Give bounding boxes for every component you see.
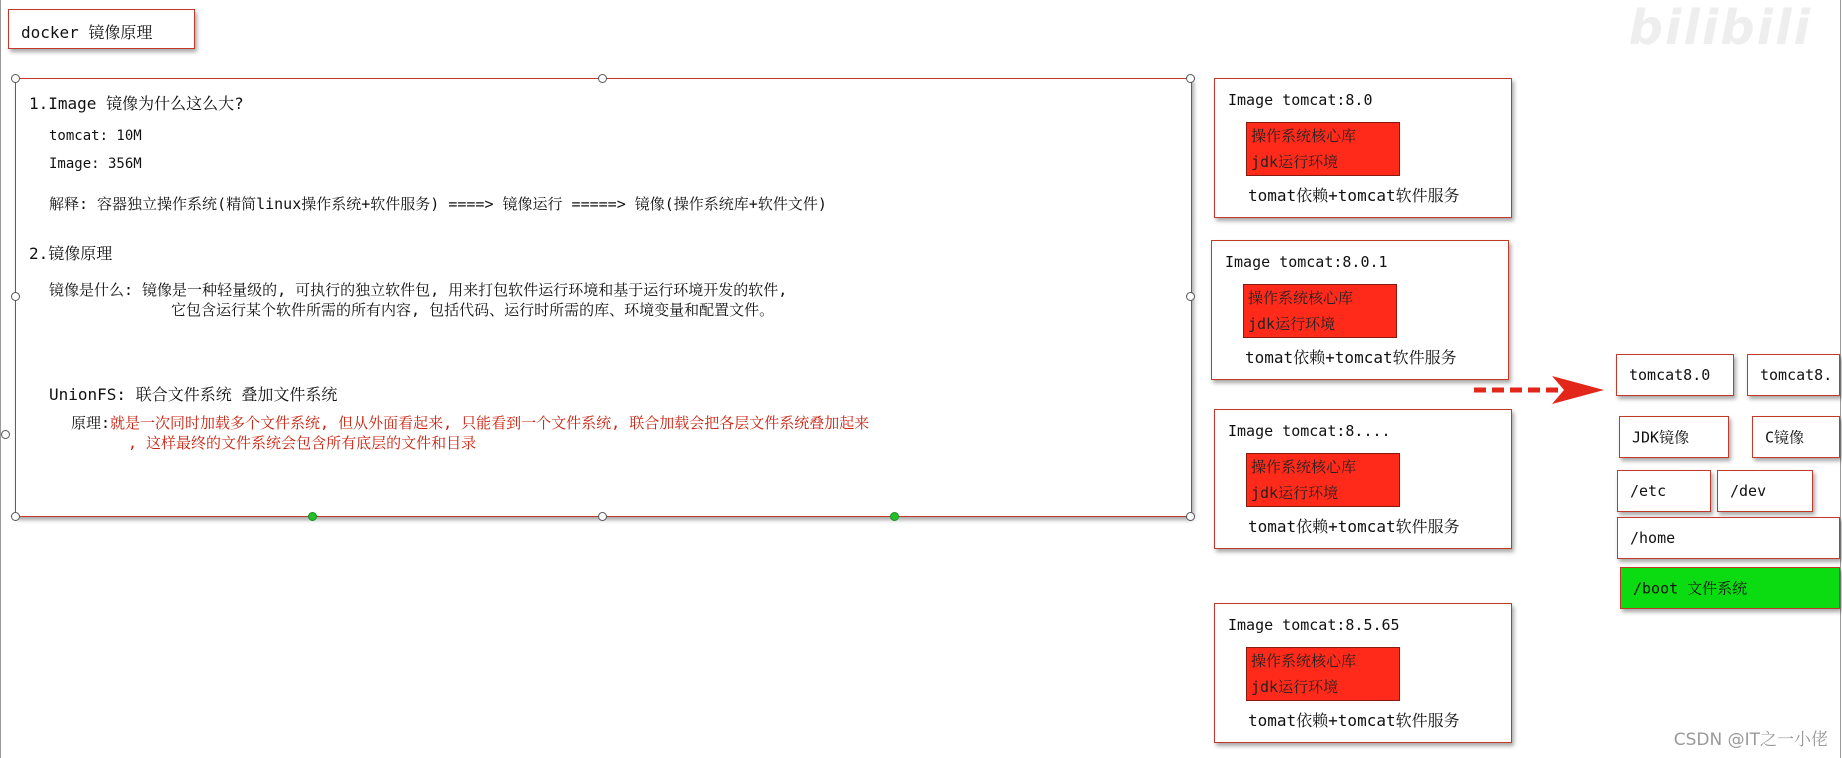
layer-label: /etc <box>1630 482 1667 500</box>
layer-label: JDK镜像 <box>1632 428 1690 447</box>
tomcat-service: tomat依赖+tomcat软件服务 <box>1248 186 1460 205</box>
layer-etc[interactable] <box>1617 470 1711 512</box>
tomcat-service: tomat依赖+tomcat软件服务 <box>1248 517 1460 536</box>
right-edge-line <box>1840 0 1841 758</box>
dashed-right-arrow-icon <box>1470 372 1610 408</box>
resize-handle[interactable] <box>1186 74 1195 83</box>
os-jdk-layers <box>1246 647 1400 701</box>
jdk-runtime: jdk运行环境 <box>1251 153 1339 171</box>
image-header: Image tomcat:8.5.65 <box>1228 616 1400 634</box>
resize-handle[interactable] <box>11 512 20 521</box>
layer-dev[interactable] <box>1717 470 1813 512</box>
image-header: Image tomcat:8.0.1 <box>1225 253 1388 271</box>
explanation: 解释: 容器独立操作系统(精简linux操作系统+软件服务) ====> 镜像运行 =====> 镜像(操作系统库+软件文件) <box>49 195 827 213</box>
main-text-box[interactable] <box>15 78 1192 517</box>
image-header: Image tomcat:8.... <box>1228 422 1391 440</box>
layer-jdk-image[interactable] <box>1619 416 1729 458</box>
resize-handle[interactable] <box>598 512 607 521</box>
layer-label: /dev <box>1730 482 1767 500</box>
principle-line2: , 这样最终的文件系统会包含所有底层的文件和目录 <box>128 434 477 452</box>
layer-label: tomcat8. <box>1760 366 1833 384</box>
unionfs-label: UnionFS: 联合文件系统 叠加文件系统 <box>49 385 338 404</box>
tomcat-service: tomat依赖+tomcat软件服务 <box>1245 348 1457 367</box>
os-core-lib: 操作系统核心库 <box>1251 127 1357 145</box>
resize-handle[interactable] <box>1 430 10 439</box>
q1-heading: 1.Image 镜像为什么这么大? <box>29 94 244 113</box>
q2-heading: 2.镜像原理 <box>29 244 113 263</box>
os-jdk-layers <box>1246 453 1400 507</box>
jdk-runtime: jdk运行环境 <box>1251 678 1339 696</box>
slide-title: docker 镜像原理 <box>8 9 195 49</box>
image-header: Image tomcat:8.0 <box>1228 91 1373 109</box>
layer-tomcat8-clipped[interactable] <box>1747 354 1840 396</box>
resize-handle[interactable] <box>598 74 607 83</box>
left-edge-line <box>0 0 1 758</box>
connection-point[interactable] <box>890 512 899 521</box>
layer-home[interactable] <box>1617 517 1840 559</box>
image-size: Image: 356M <box>49 156 142 172</box>
resize-handle[interactable] <box>11 74 20 83</box>
layer-tomcat8-0[interactable] <box>1616 354 1734 396</box>
os-jdk-layers <box>1243 284 1397 338</box>
bilibili-logo: bilibili <box>1628 0 1812 56</box>
image-tomcat-8-0-1[interactable] <box>1211 240 1509 380</box>
layer-boot-filesystem[interactable] <box>1620 567 1840 609</box>
resize-handle[interactable] <box>1186 512 1195 521</box>
image-tomcat-8-0[interactable] <box>1214 78 1512 218</box>
os-jdk-layers <box>1246 122 1400 176</box>
image-tomcat-8-x[interactable] <box>1214 409 1512 549</box>
layer-label: /home <box>1630 529 1676 547</box>
tomcat-size: tomcat: 10M <box>49 128 142 144</box>
jdk-runtime: jdk运行环境 <box>1251 484 1339 502</box>
principle-text-1: 就是一次同时加载多个文件系统, 但从外面看起来, 只能看到一个文件系统, 联合加载会把各层文件系统叠加起来 <box>110 414 870 432</box>
what-is-image-line1: 镜像是什么: 镜像是一种轻量级的, 可执行的独立软件包, 用来打包软件运行环境和基于运行环境开发的软件, <box>49 281 788 299</box>
layer-c-image[interactable] <box>1752 416 1840 458</box>
tomcat-service: tomat依赖+tomcat软件服务 <box>1248 711 1460 730</box>
connection-point[interactable] <box>308 512 317 521</box>
principle-line1 <box>71 412 869 433</box>
os-core-lib: 操作系统核心库 <box>1248 289 1354 307</box>
principle-label: 原理: <box>71 414 111 432</box>
os-core-lib: 操作系统核心库 <box>1251 652 1357 670</box>
jdk-runtime: jdk运行环境 <box>1248 315 1336 333</box>
layer-label: /boot 文件系统 <box>1633 579 1748 598</box>
image-tomcat-8-5-65[interactable] <box>1214 603 1512 743</box>
layer-label: tomcat8.0 <box>1629 366 1711 384</box>
os-core-lib: 操作系统核心库 <box>1251 458 1357 476</box>
resize-handle[interactable] <box>11 292 20 301</box>
csdn-watermark: CSDN @IT之一小佬 <box>1673 730 1828 750</box>
resize-handle[interactable] <box>1186 292 1195 301</box>
layer-label: C镜像 <box>1765 428 1805 447</box>
what-is-image-line2: 它包含运行某个软件所需的所有内容, 包括代码、运行时所需的库、环境变量和配置文件。 <box>171 301 775 319</box>
